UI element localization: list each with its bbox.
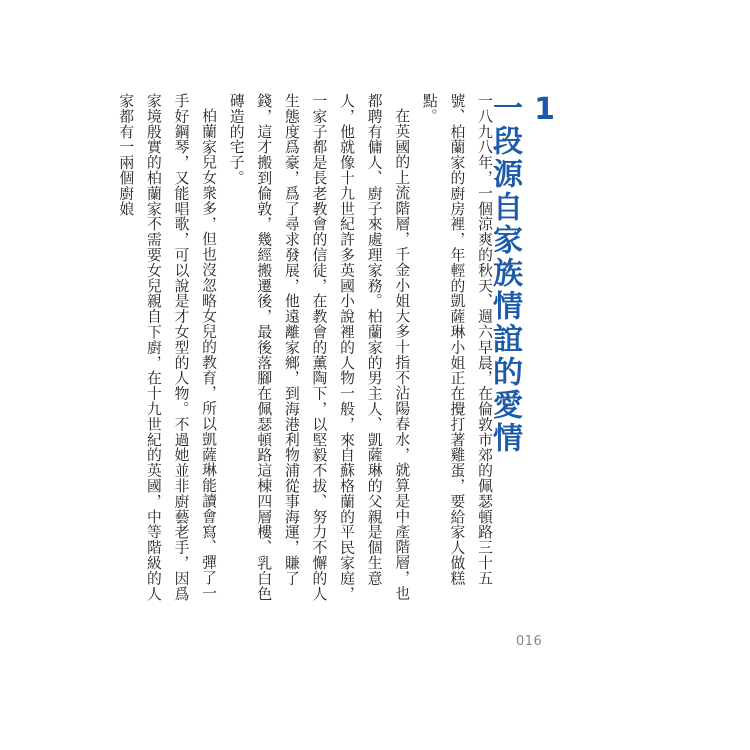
paragraph-1: 一八九八年，一個涼爽的秋天、週六早晨，在倫敦市郊的佩瑟頓路三十五號、柏蘭家的廚房裡，年輕的凱薩琳小姐正在攪打著雞蛋，要給家人做糕點。 <box>420 93 493 586</box>
paragraph-2: 在英國的上流階層，千金小姐大多十指不沾陽春水，就算是中產階層，也都聘有傭人、廚子來處理家務。柏蘭家的男主人、凱薩琳的父親是個生意人，他就像十九世紀許多英國小說裡的人物一般，來自蘇格蘭的平民家庭，一家子都是長老教會的信徒，在教會的薰陶下，以堅毅不拔、努力不懈的人生態度爲豪，爲了尋求發展，他遠離家鄉，到海港利物浦從事海運，賺了錢，這才搬到倫敦，幾經搬遷後，最後落腳在佩瑟頓路這棟四層樓、乳白色磚造的宅子。 <box>227 93 411 602</box>
chapter-number: 1 <box>527 92 562 130</box>
page-number: 016 <box>516 634 543 649</box>
chapter-title: 一段源自家族情誼的愛情 <box>487 92 522 455</box>
chapter-heading <box>487 92 564 455</box>
chapter-body <box>117 93 498 613</box>
paragraph-3: 柏蘭家兒女衆多，但也沒忽略女兒的教育，所以凱薩琳能讀會寫、彈了一手好鋼琴，又能唱歌，可以說是才女型的人物。不過她並非廚藝老手，因爲家境殷實的柏蘭家不需要女兒親自下廚，在十九世紀的英國，中等階級的人家都有一兩個廚娘 <box>117 93 218 602</box>
